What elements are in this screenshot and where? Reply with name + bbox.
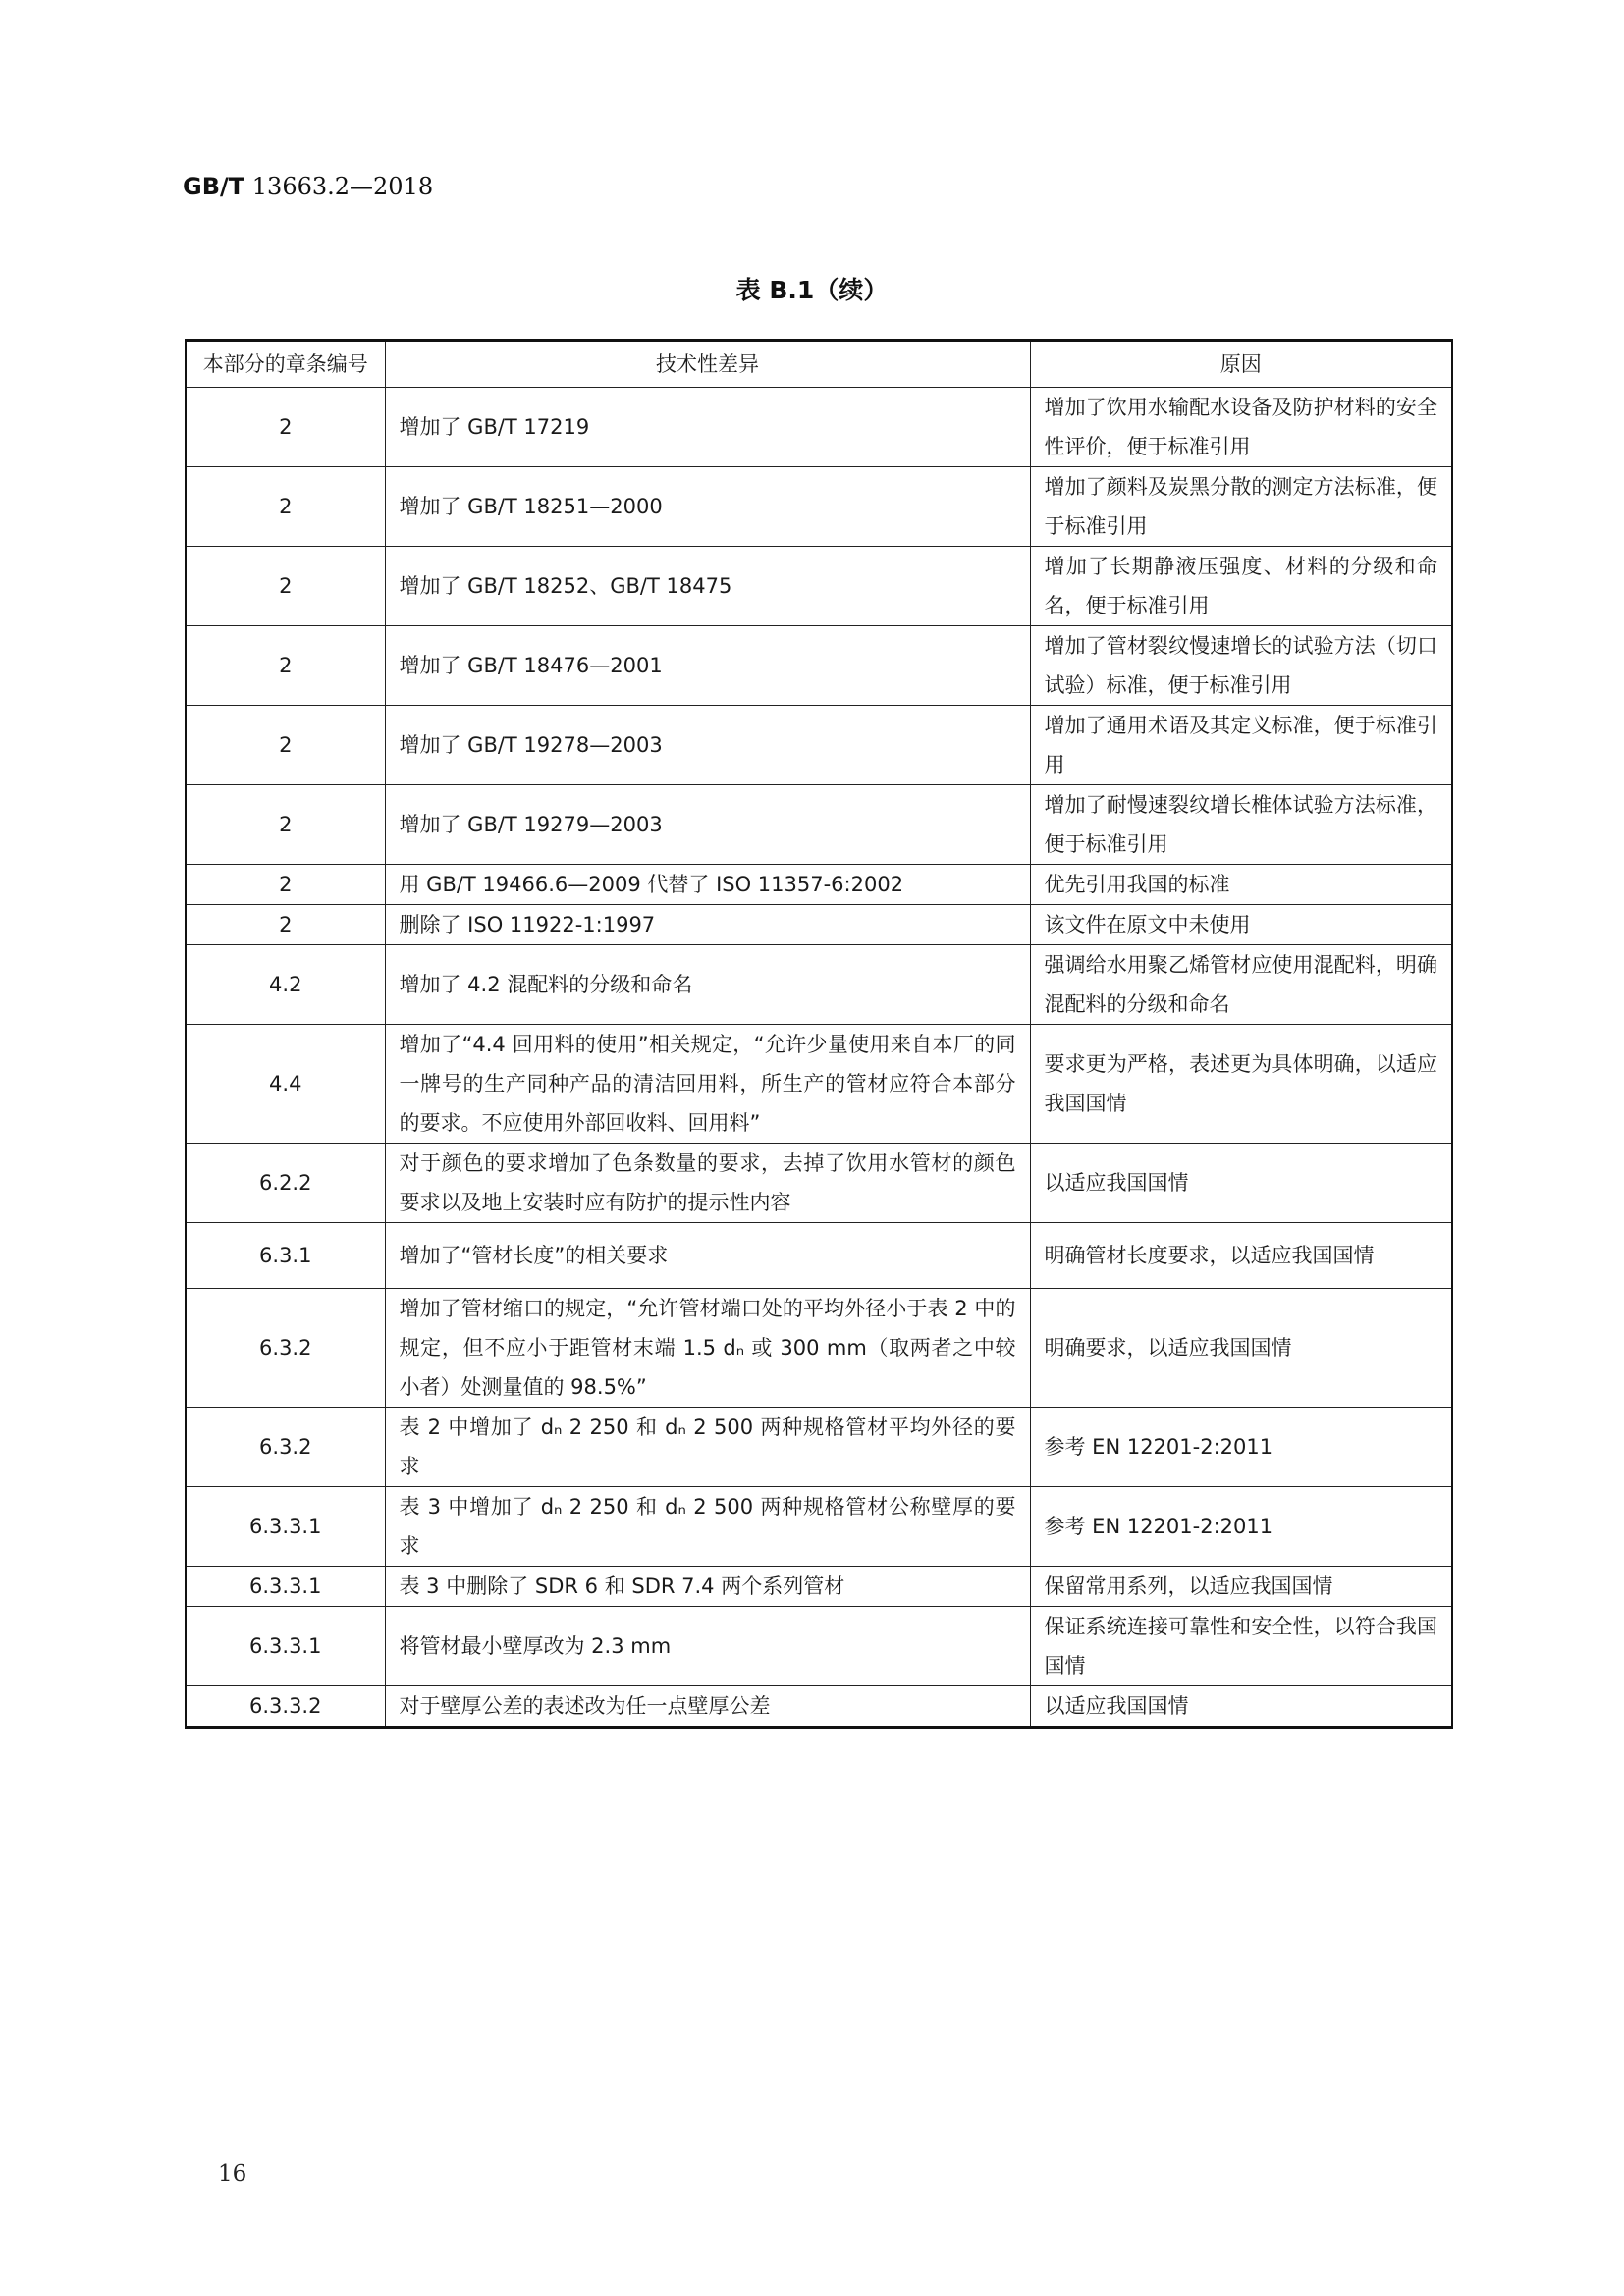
difference-cell: 增加了 GB/T 19279—2003 [385, 785, 1030, 865]
table-row [186, 1223, 1452, 1289]
table-header-row [186, 341, 1452, 388]
table-row [186, 1607, 1452, 1686]
reason-cell: 明确管材长度要求，以适应我国国情 [1030, 1223, 1452, 1289]
section-cell: 6.3.2 [186, 1289, 385, 1408]
reason-cell: 参考 EN 12201-2:2011 [1030, 1408, 1452, 1487]
table-row [186, 1567, 1452, 1607]
difference-cell: 对于壁厚公差的表述改为任一点壁厚公差 [385, 1686, 1030, 1728]
document-id-number: 13663.2—2018 [251, 173, 434, 200]
difference-cell: 对于颜色的要求增加了色条数量的要求，去掉了饮用水管材的颜色要求以及地上安装时应有防护的提示性内容 [385, 1144, 1030, 1223]
difference-cell: 增加了管材缩口的规定，“允许管材端口处的平均外径小于表 2 中的规定，但不应小于距管材末端 1.5 dₙ 或 300 mm（取两者之中较小者）处测量值的 98.5%” [385, 1289, 1030, 1408]
section-cell: 2 [186, 388, 385, 467]
table-row [186, 706, 1452, 785]
difference-cell: 用 GB/T 19466.6—2009 代替了 ISO 11357-6:2002 [385, 865, 1030, 905]
table-row [186, 547, 1452, 626]
section-cell: 4.4 [186, 1025, 385, 1144]
section-cell: 6.3.3.1 [186, 1607, 385, 1686]
difference-cell: 增加了 GB/T 19278—2003 [385, 706, 1030, 785]
reason-cell: 强调给水用聚乙烯管材应使用混配料，明确混配料的分级和命名 [1030, 945, 1452, 1025]
difference-cell: 删除了 ISO 11922-1:1997 [385, 905, 1030, 945]
reason-cell: 明确要求，以适应我国国情 [1030, 1289, 1452, 1408]
table-row [186, 1289, 1452, 1408]
reason-cell: 增加了管材裂纹慢速增长的试验方法（切口试验）标准，便于标准引用 [1030, 626, 1452, 706]
section-cell: 2 [186, 905, 385, 945]
table-row [186, 1025, 1452, 1144]
difference-cell: 将管材最小壁厚改为 2.3 mm [385, 1607, 1030, 1686]
table-row [186, 785, 1452, 865]
reason-cell: 保留常用系列，以适应我国国情 [1030, 1567, 1452, 1607]
section-cell: 2 [186, 865, 385, 905]
section-cell: 6.3.1 [186, 1223, 385, 1289]
table-row [186, 945, 1452, 1025]
reason-cell: 保证系统连接可靠性和安全性，以符合我国国情 [1030, 1607, 1452, 1686]
reason-cell: 参考 EN 12201-2:2011 [1030, 1487, 1452, 1567]
table-row [186, 1144, 1452, 1223]
section-cell: 2 [186, 547, 385, 626]
difference-cell: 表 3 中删除了 SDR 6 和 SDR 7.4 两个系列管材 [385, 1567, 1030, 1607]
table-row [186, 626, 1452, 706]
column-header-difference: 技术性差异 [385, 341, 1030, 388]
difference-cell: 增加了 4.2 混配料的分级和命名 [385, 945, 1030, 1025]
document-id-prefix: GB/T [183, 173, 245, 200]
reason-cell: 优先引用我国的标准 [1030, 865, 1452, 905]
difference-cell: 增加了 GB/T 18476—2001 [385, 626, 1030, 706]
table-row [186, 865, 1452, 905]
reason-cell: 增加了长期静液压强度、材料的分级和命名，便于标准引用 [1030, 547, 1452, 626]
difference-cell: 表 2 中增加了 dₙ 2 250 和 dₙ 2 500 两种规格管材平均外径的要求 [385, 1408, 1030, 1487]
table-row [186, 467, 1452, 547]
reason-cell: 以适应我国国情 [1030, 1144, 1452, 1223]
difference-cell: 增加了 GB/T 18252、GB/T 18475 [385, 547, 1030, 626]
difference-cell: 增加了“管材长度”的相关要求 [385, 1223, 1030, 1289]
difference-cell: 表 3 中增加了 dₙ 2 250 和 dₙ 2 500 两种规格管材公称壁厚的要求 [385, 1487, 1030, 1567]
column-header-section: 本部分的章条编号 [186, 341, 385, 388]
difference-cell: 增加了“4.4 回用料的使用”相关规定，“允许少量使用来自本厂的同一牌号的生产同种产品的清洁回用料，所生产的管材应符合本部分的要求。不应使用外部回收料、回用料” [385, 1025, 1030, 1144]
section-cell: 6.3.2 [186, 1408, 385, 1487]
section-cell: 2 [186, 785, 385, 865]
difference-cell: 增加了 GB/T 17219 [385, 388, 1030, 467]
table-row [186, 1487, 1452, 1567]
section-cell: 4.2 [186, 945, 385, 1025]
table-row [186, 1686, 1452, 1728]
table-title: 表 B.1（续） [735, 276, 889, 304]
section-cell: 6.3.3.1 [186, 1487, 385, 1567]
table-row [186, 1408, 1452, 1487]
document-id [183, 173, 433, 200]
table-row [186, 388, 1452, 467]
table-row [186, 905, 1452, 945]
reason-cell: 增加了通用术语及其定义标准，便于标准引用 [1030, 706, 1452, 785]
reason-cell: 要求更为严格，表述更为具体明确，以适应我国国情 [1030, 1025, 1452, 1144]
column-header-reason: 原因 [1030, 341, 1452, 388]
reason-cell: 该文件在原文中未使用 [1030, 905, 1452, 945]
section-cell: 6.3.3.2 [186, 1686, 385, 1728]
section-cell: 2 [186, 626, 385, 706]
section-cell: 6.2.2 [186, 1144, 385, 1223]
reason-cell: 增加了饮用水输配水设备及防护材料的安全性评价，便于标准引用 [1030, 388, 1452, 467]
section-cell: 2 [186, 467, 385, 547]
reason-cell: 以适应我国国情 [1030, 1686, 1452, 1728]
technical-differences-table [185, 339, 1453, 1729]
section-cell: 2 [186, 706, 385, 785]
page-number: 16 [218, 2162, 247, 2187]
difference-cell: 增加了 GB/T 18251—2000 [385, 467, 1030, 547]
section-cell: 6.3.3.1 [186, 1567, 385, 1607]
reason-cell: 增加了颜料及炭黑分散的测定方法标准，便于标准引用 [1030, 467, 1452, 547]
reason-cell: 增加了耐慢速裂纹增长椎体试验方法标准，便于标准引用 [1030, 785, 1452, 865]
